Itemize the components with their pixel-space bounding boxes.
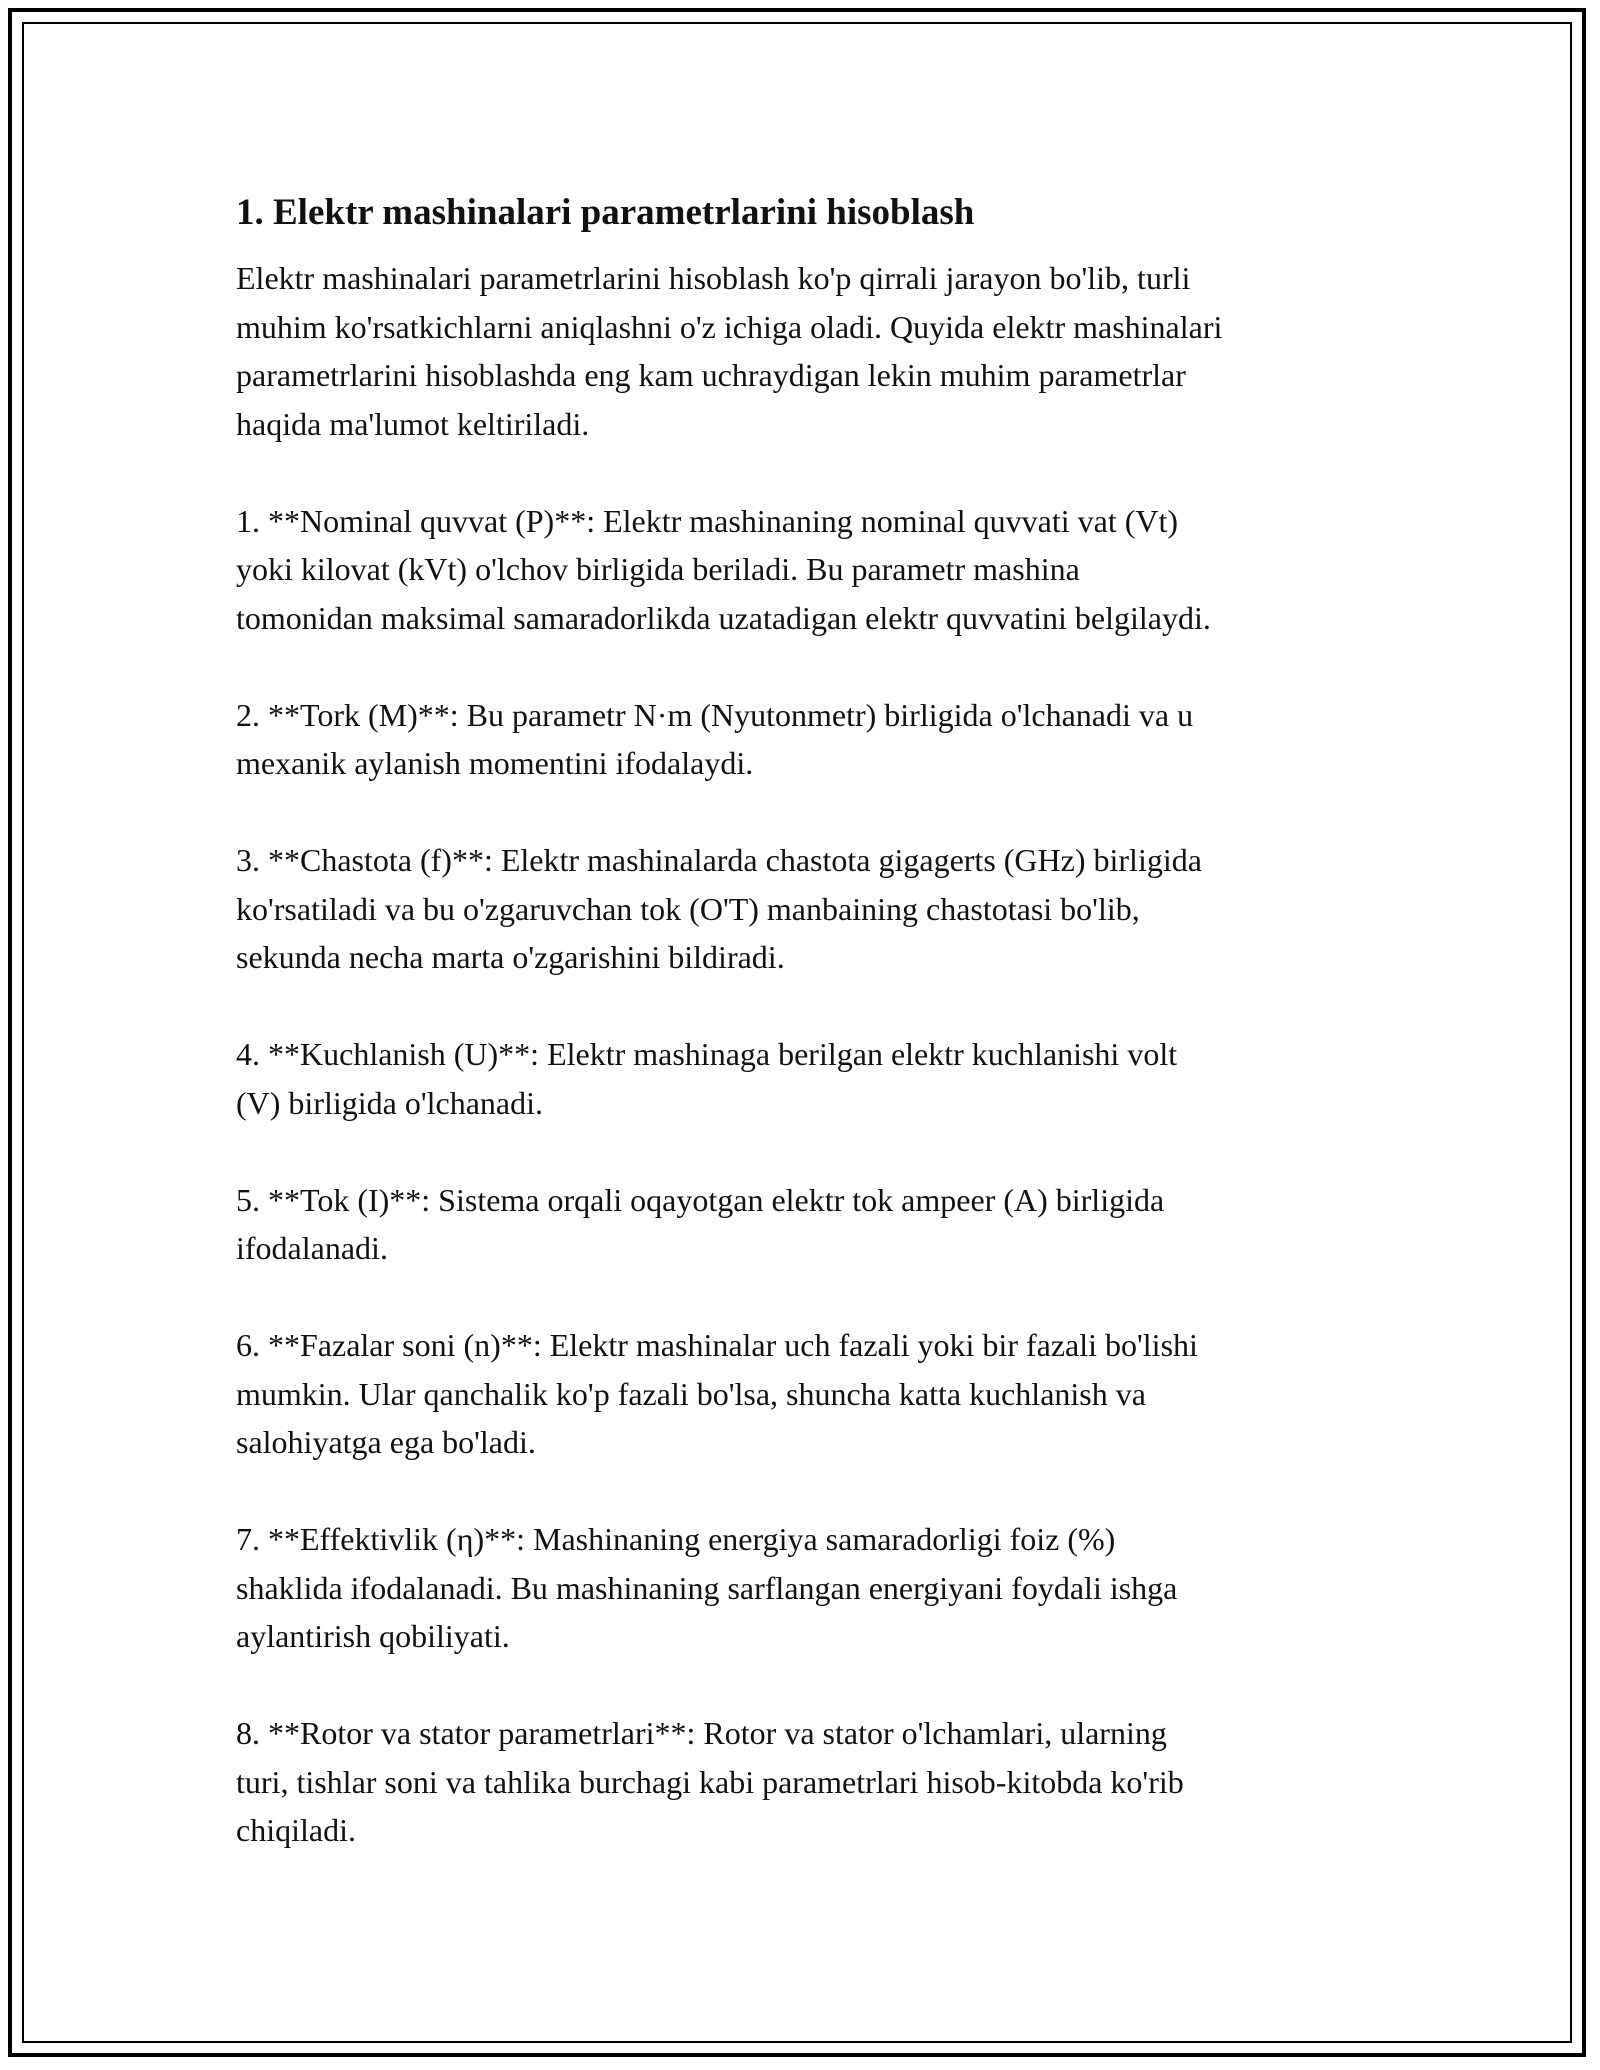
list-item-chastota: 3. **Chastota (f)**: Elektr mashinalarda chastota gigagerts (GHz) birligida ko'rsatiladi va bu o'zgaruvchan tok (O'T) manbaining chastotasi bo'lib, sekunda necha marta o'zgarishini bildiradi. — [236, 842, 1202, 975]
document-body — [236, 186, 1416, 1903]
list-item-rotor-stator: 8. **Rotor va stator parametrlari**: Rotor va stator o'lchamlari, ularning turi, tishlar soni va tahlika burchagi kabi parametrlari hisob-kitobda ko'rib chiqiladi. — [236, 1715, 1184, 1848]
list-item-nominal-quvvat: 1. **Nominal quvvat (P)**: Elektr mashinaning nominal quvvati vat (Vt) yoki kilovat (kVt) o'lchov birligida beriladi. Bu parametr mashina tomonidan maksimal samaradorlikda uzatadigan elektr quvvatini belgilaydi. — [236, 502, 1211, 636]
list-item-tork: 2. **Tork (M)**: Bu parametr N·m (Nyutonmetr) birligida o'lchanadi va u mexanik aylanish momentini ifodalaydi. — [236, 696, 1194, 781]
list-item-fazalar-soni: 6. **Fazalar soni (n)**: Elektr mashinalar uch fazali yoki bir fazali bo'lishi mumkin. Ular qanchalik ko'p fazali bo'lsa, shuncha katta kuchlanish va salohiyatga ega bo'ladi. — [236, 1327, 1198, 1460]
list-item-effektivlik: 7. **Effektivlik (η)**: Mashinaning energiya samaradorligi foiz (%) shaklida ifodalanadi. Bu mashinaning sarflangan energiyani foydali ishga aylantirish qobiliyati. — [236, 1521, 1178, 1654]
list-item-kuchlanish: 4. **Kuchlanish (U)**: Elektr mashinaga berilgan elektr kuchlanishi volt (V) birligida o'lchanadi. — [236, 1036, 1178, 1121]
list-item-tok: 5. **Tok (I)**: Sistema orqali oqayotgan elektr tok ampeer (A) birligida ifodalanadi. — [236, 1181, 1165, 1266]
document-title: 1. Elektr mashinalari parametrlarini hisoblash — [236, 192, 975, 233]
intro-paragraph: Elektr mashinalari parametrlarini hisoblash ko'p qirrali jarayon bo'lib, turli muhim ko'rsatkichlarni aniqlashni o'z ichiga oladi. Quyida elektr mashinalari parametrlarini hisoblashda eng kam uchraydigan lekin muhim parametrlar haqida ma'lumot keltiriladi. — [236, 260, 1223, 442]
